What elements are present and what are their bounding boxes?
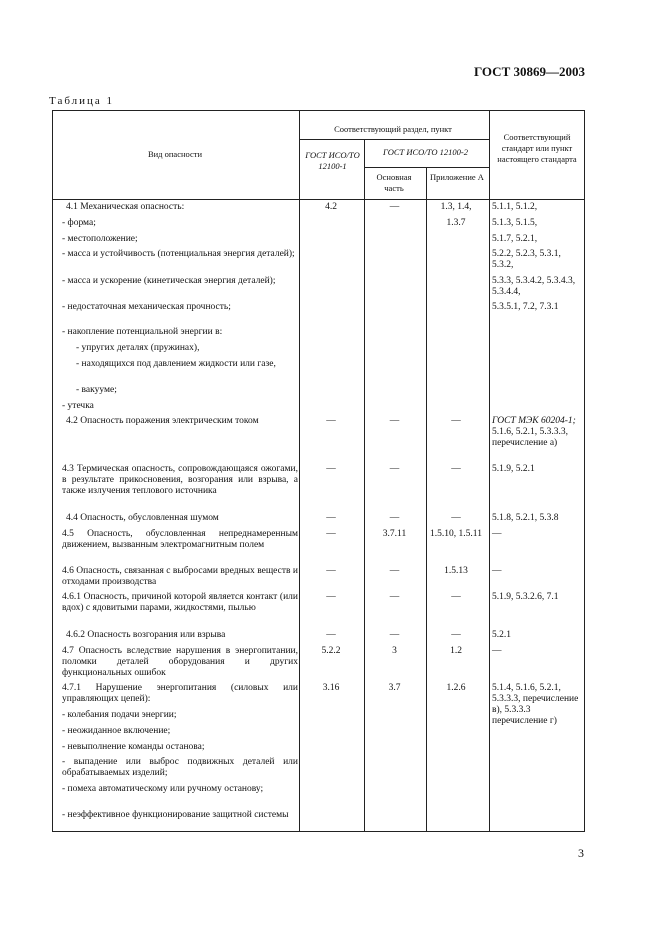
col-section-header: Соответствующий раздел, пункт	[334, 124, 452, 134]
main-cell: —	[389, 513, 400, 523]
annex-cell: —	[451, 630, 461, 640]
std-cell	[492, 416, 584, 449]
col-iso1-header: ГОСТ ИСО/ТО 12100-1	[305, 150, 360, 171]
iso1-cell: 3.16	[322, 683, 340, 693]
hazard-cell: - находящихся под давлением жидкости или газе,	[76, 359, 276, 369]
col-hazard-header: Вид опасности	[147, 149, 203, 159]
hazard-cell: - невыполнение команды останова;	[62, 742, 205, 752]
table-caption: Таблица 1	[49, 95, 115, 107]
std-cell: 5.1.1, 5.1.2,	[492, 202, 538, 212]
hazard-cell: - масса и ускорение (кинетическая энергия деталей);	[62, 276, 276, 286]
main-cell: —	[389, 464, 400, 474]
main-cell: —	[389, 566, 400, 576]
annex-cell: —	[451, 464, 461, 474]
col-iso2-header: ГОСТ ИСО/ТО 12100-2	[382, 147, 468, 157]
iso1-cell: —	[326, 513, 336, 523]
main-cell: 3	[392, 646, 397, 656]
std-italic-ref: ГОСТ МЭК 60204-1;	[492, 416, 576, 426]
hazard-cell: - недостаточная механическая прочность;	[62, 302, 231, 312]
annex-cell: —	[451, 592, 461, 602]
row-divider	[299, 139, 489, 140]
std-cell: —	[492, 529, 502, 539]
hazard-cell: - неэффективное функционирование защитной системы	[62, 810, 289, 820]
std-cell: 5.3.3, 5.3.4.2, 5.3.4.3, 5.3.4.4,	[492, 276, 576, 297]
std-cell: 5.1.8, 5.2.1, 5.3.8	[492, 513, 559, 523]
col-divider	[299, 111, 300, 831]
col-main-header: Основная часть	[376, 172, 412, 193]
annex-cell: —	[451, 513, 461, 523]
std-cell: 5.3.5.1, 7.2, 7.3.1	[492, 302, 559, 312]
col-std-header: Соответствующий стандарт или пункт настоящего стандарта	[497, 132, 577, 164]
iso1-cell: 5.2.2	[321, 646, 341, 656]
hazard-cell: 4.5 Опасность, обусловленная непреднамеренным движением, вызванным электромагнитным полем	[62, 529, 298, 550]
col-divider	[364, 139, 365, 831]
col-divider	[489, 111, 490, 831]
iso1-cell: —	[326, 464, 336, 474]
hazard-cell: 4.6.1 Опасность, причиной которой является контакт (или вдох) с ядовитыми парами, жидкостями, пылью	[62, 592, 298, 613]
hazard-cell: - неожиданное включение;	[62, 726, 171, 736]
hazard-cell: 4.3 Термическая опасность, сопровождающаяся ожогами, в результате прикосновения, возгорания или взрыва, а также излучения теплового источника	[62, 464, 298, 496]
std-cell: 5.1.3, 5.1.5,	[492, 218, 538, 228]
annex-cell: 1.2	[450, 646, 462, 656]
hazard-cell: 4.7 Опасность вследствие нарушения в энергопитании, поломки деталей оборудования и других функциональных ошибок	[62, 646, 298, 678]
doc-code: ГОСТ 30869—2003	[473, 64, 585, 79]
main-cell: —	[389, 630, 400, 640]
hazard-cell: 4.6.2 Опасность возгорания или взрыва	[66, 630, 226, 640]
iso1-cell: —	[326, 529, 336, 539]
hazard-cell: - упругих деталях (пружинах),	[76, 343, 200, 353]
hazard-cell: - накопление потенциальной энергии в:	[62, 327, 223, 337]
hazard-cell: - колебания подачи энергии;	[62, 710, 177, 720]
std-cell: 5.1.4, 5.1.6, 5.2.1, 5.3.3.3, перечисление в), 5.3.3.3 перечисление г)	[492, 683, 579, 726]
hazard-cell: - выпадение или выброс подвижных деталей или обрабатываемых изделий;	[62, 757, 298, 778]
page-number: 3	[578, 846, 584, 860]
hazard-cell: - масса и устойчивость (потенциальная энергия деталей);	[62, 249, 295, 259]
iso1-cell: —	[326, 416, 336, 426]
hazard-cell: - утечка	[62, 401, 94, 411]
hazard-cell: 4.2 Опасность поражения электрическим током	[66, 416, 259, 426]
row-divider	[364, 167, 489, 168]
iso1-cell: —	[326, 630, 336, 640]
main-cell: —	[389, 202, 400, 212]
annex-cell: 1.5.10, 1.5.11	[430, 529, 482, 539]
iso1-cell: —	[326, 566, 336, 576]
std-cell: —	[492, 646, 502, 656]
hazard-cell: 4.1 Механическая опасность:	[66, 202, 185, 212]
std-ref: 5.1.6, 5.2.1, 5.3.3.3, перечисление а)	[492, 427, 568, 448]
annex-cell: —	[451, 416, 461, 426]
std-cell: 5.1.7, 5.2.1,	[492, 234, 538, 244]
annex-cell: 1.3, 1.4,	[440, 202, 472, 212]
std-cell: 5.1.9, 5.2.1	[492, 464, 535, 474]
hazard-cell: 4.7.1 Нарушение энергопитания (силовых или управляющих цепей):	[62, 683, 298, 704]
header-bottom	[53, 199, 584, 200]
hazard-cell: 4.4 Опасность, обусловленная шумом	[66, 513, 219, 523]
std-cell: 5.1.9, 5.3.2.6, 7.1	[492, 592, 559, 602]
hazard-cell: 4.6 Опасность, связанная с выбросами вредных веществ и отходами производства	[62, 566, 298, 587]
hazard-cell: - форма;	[62, 218, 96, 228]
hazard-cell: - помеха автоматическому или ручному останову;	[62, 784, 264, 794]
main-cell: 3.7	[388, 683, 401, 693]
annex-cell: 1.2.6	[446, 683, 466, 693]
col-annex-header: Приложение А	[430, 172, 484, 182]
main-cell: —	[389, 416, 400, 426]
main-cell: —	[389, 592, 400, 602]
std-cell: 5.2.1	[492, 630, 511, 640]
iso1-cell: —	[326, 592, 336, 602]
main-cell: 3.7.11	[382, 529, 407, 539]
hazard-cell: - вакууме;	[76, 385, 117, 395]
std-cell: 5.2.2, 5.2.3, 5.3.1, 5.3.2,	[492, 249, 561, 270]
annex-cell: 1.3.7	[446, 218, 466, 228]
annex-cell: 1.5.13	[444, 566, 468, 576]
col-divider	[426, 167, 427, 831]
iso1-cell: 4.2	[325, 202, 337, 212]
hazard-cell: - местоположение;	[62, 234, 138, 244]
std-cell: —	[492, 566, 502, 576]
